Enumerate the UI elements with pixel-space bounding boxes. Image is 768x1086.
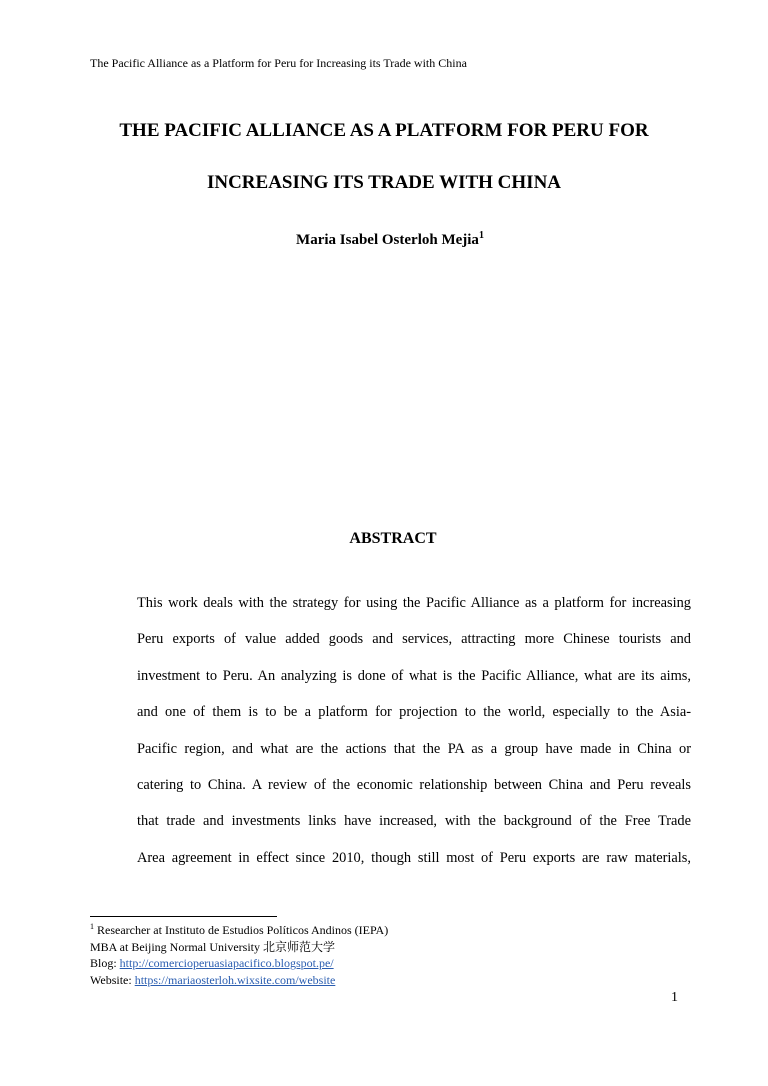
blog-label: Blog: <box>90 956 120 970</box>
author-footnote-mark[interactable]: 1 <box>478 230 484 241</box>
footnote-website-line <box>90 972 388 989</box>
author-name: Maria Isabel Osterloh Mejia <box>296 232 479 248</box>
abstract-line: Pacific region, and what are the actions that the PA as a group have made in China or <box>137 740 691 757</box>
abstract-heading: ABSTRACT <box>349 530 437 547</box>
footnote-mark: 1 <box>90 922 94 931</box>
title-line-1: THE PACIFIC ALLIANCE AS A PLATFORM FOR PERU FOR <box>119 120 649 141</box>
abstract-line: catering to China. A review of the economic relationship between China and Peru reveals <box>137 776 691 793</box>
footnote <box>90 922 388 988</box>
running-header: The Pacific Alliance as a Platform for Peru for Increasing its Trade with China <box>90 56 467 70</box>
abstract-line: Peru exports of value added goods and services, attracting more Chinese tourists and <box>137 631 691 648</box>
title-line-2: INCREASING ITS TRADE WITH CHINA <box>206 172 562 193</box>
footnote-divider <box>90 916 277 917</box>
abstract-line: and one of them is to be a platform for projection to the world, especially to the Asia- <box>137 704 691 721</box>
abstract-body <box>137 594 691 885</box>
abstract-line: investment to Peru. An analyzing is done of what is the Pacific Alliance, what are its aims, <box>137 667 691 684</box>
website-label: Website: <box>90 972 135 987</box>
footnote-affiliation: Researcher at Instituto de Estudios Políticos Andinos (IEPA) <box>97 923 389 937</box>
footnote-affiliation-line <box>90 922 388 939</box>
website-link[interactable]: https://mariaosterloh.wixsite.com/website <box>134 972 336 987</box>
footnote-blog-line <box>90 955 388 972</box>
abstract-line: that trade and investments links have increased, with the background of the Free Trade <box>137 813 691 830</box>
author-line <box>0 232 768 249</box>
abstract-line: Area agreement in effect since 2010, though still most of Peru exports are raw materials, <box>137 849 691 866</box>
page-number: 1 <box>671 990 678 1005</box>
abstract-line: This work deals with the strategy for using the Pacific Alliance as a platform for increasing <box>137 595 691 611</box>
footnote-degree: MBA at Beijing Normal University 北京师范大学 <box>90 939 335 954</box>
blog-link[interactable]: http://comercioperuasiapacifico.blogspot.pe/ <box>119 956 334 970</box>
